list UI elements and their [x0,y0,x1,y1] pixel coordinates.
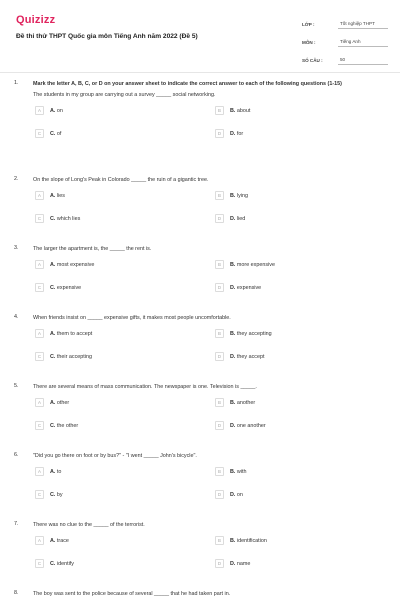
question-text: There was no clue to the _____ of the terrorist. [33,522,145,528]
option-d[interactable] [215,421,266,430]
option-letter-box: C [35,129,44,138]
option-label: C. [50,130,56,137]
option-label: D. [230,130,236,137]
answer-options [0,536,392,582]
option-label: A. [50,399,56,406]
option-text: for [236,130,244,137]
question-number: 1. [14,80,19,86]
question-number: 6. [14,452,19,458]
option-text: identification [236,537,267,544]
question-text: "Did you go there on foot or by bus?" - "I went _____ John's bicycle". [33,453,197,459]
option-text: another [236,399,256,406]
meta-value: Tốt nghiệp THPT [338,21,388,29]
option-c[interactable] [35,559,74,568]
question-number: 2. [14,176,19,182]
question-number: 3. [14,245,19,251]
option-letter-box: A [35,106,44,115]
answer-options [0,398,392,444]
question-text: The boy was sent to the police because of several _____ that he had taken part in. [33,591,231,597]
question-number: 5. [14,383,19,389]
option-label: A. [50,192,56,199]
option-letter-box: C [35,214,44,223]
meta-label: LỚP : [302,22,315,27]
question-4 [0,314,400,383]
option-text: with [236,468,247,475]
question-5 [0,383,400,452]
option-text: they accept [236,353,265,360]
answer-options [0,329,392,375]
option-b[interactable] [215,398,255,407]
option-letter-box: C [35,421,44,430]
option-label: A. [50,330,56,337]
question-3 [0,245,400,314]
question-text: When friends insist on _____ expensive gifts, it makes most people uncomfortable. [33,315,231,321]
option-label: C. [50,491,56,498]
option-letter-box: A [35,536,44,545]
meta-value: 50 [338,57,388,65]
option-a[interactable] [35,536,69,545]
option-letter-box: D [215,559,224,568]
option-d[interactable] [215,559,250,568]
meta-label: MÔN : [302,40,316,45]
option-c[interactable] [35,352,92,361]
meta-label: SỐ CÂU : [302,58,323,63]
option-text: of [56,130,62,137]
option-d[interactable] [215,283,261,292]
option-label: B. [230,468,236,475]
answer-options [0,467,392,513]
option-label: C. [50,560,56,567]
option-text: by [56,491,63,498]
option-text: most expensive [56,261,95,268]
meta-value: Tiếng Anh [338,39,388,47]
option-c[interactable] [35,283,81,292]
question-text: On the slope of Long's Peak in Colorado _____ the ruin of a gigantic tree. [33,177,209,183]
option-text: to [56,468,62,475]
option-letter-box: B [215,398,224,407]
option-text: lies [56,192,65,199]
option-text: the other [56,422,79,429]
option-text: identify [56,560,74,567]
option-text: which lies [56,215,81,222]
option-letter-box: B [215,106,224,115]
option-c[interactable] [35,129,61,138]
option-a[interactable] [35,191,65,200]
option-letter-box: D [215,214,224,223]
header-divider [0,72,400,73]
question-text: The students in my group are carrying out a survey _____ social networking. [33,92,216,98]
option-label: A. [50,107,56,114]
question-2 [0,176,400,245]
option-c[interactable] [35,214,80,223]
option-label: A. [50,468,56,475]
option-a[interactable] [35,106,63,115]
option-text: expensive [236,284,262,291]
option-label: C. [50,353,56,360]
option-label: D. [230,353,236,360]
question-7 [0,521,400,590]
option-label: D. [230,284,236,291]
option-label: B. [230,107,236,114]
question-1 [0,80,400,176]
option-a[interactable] [35,398,69,407]
option-a[interactable] [35,467,61,476]
option-label: A. [50,537,56,544]
option-letter-box: B [215,467,224,476]
question-list [0,80,400,600]
option-label: D. [230,491,236,498]
meta-row-class [302,14,388,29]
option-letter-box: D [215,129,224,138]
option-text: trace [56,537,69,544]
page-title: Đề thi thử THPT Quốc gia môn Tiếng Anh năm 2022 (Đề 5) [16,33,198,40]
option-b[interactable] [215,329,272,338]
option-label: C. [50,422,56,429]
option-letter-box: A [35,467,44,476]
question-text: The larger the apartment is, the _____ the rent is. [33,246,152,252]
option-letter-box: B [215,329,224,338]
option-label: B. [230,192,236,199]
option-letter-box: C [35,352,44,361]
option-c[interactable] [35,490,63,499]
option-text: on [56,107,63,114]
question-6 [0,452,400,521]
option-a[interactable] [35,260,94,269]
option-text: name [236,560,251,567]
option-text: other [56,399,70,406]
option-letter-box: D [215,490,224,499]
option-b[interactable] [215,191,248,200]
question-instruction: Mark the letter A, B, C, or D on your answer sheet to indicate the correct answer to each of the following questions (1-15) [33,81,342,87]
option-letter-box: A [35,191,44,200]
option-text: on [236,491,243,498]
option-text: more expensive [236,261,275,268]
option-letter-box: D [215,421,224,430]
option-text: lying [236,192,248,199]
option-text: lied [236,215,246,222]
option-a[interactable] [35,329,92,338]
option-label: D. [230,215,236,222]
option-text: their accepting [56,353,92,360]
option-label: B. [230,399,236,406]
option-d[interactable] [215,352,264,361]
option-text: they accepting [236,330,272,337]
question-number: 4. [14,314,19,320]
option-label: C. [50,215,56,222]
option-letter-box: B [215,260,224,269]
option-label: B. [230,261,236,268]
option-label: D. [230,422,236,429]
option-b[interactable] [215,467,247,476]
option-d[interactable] [215,490,243,499]
option-letter-box: B [215,191,224,200]
option-label: B. [230,330,236,337]
option-letter-box: D [215,352,224,361]
question-number: 8. [14,590,19,596]
question-text: There are several means of mass communication. The newspaper is one. Television is _____. [33,384,257,390]
option-label: C. [50,284,56,291]
option-c[interactable] [35,421,78,430]
option-letter-box: D [215,283,224,292]
question-number: 7. [14,521,19,527]
option-b[interactable] [215,260,275,269]
meta-row-count [302,50,388,65]
option-text: them to accept [56,330,93,337]
option-label: D. [230,560,236,567]
meta-row-subject [302,32,388,47]
option-d[interactable] [215,129,243,138]
option-text: expensive [56,284,82,291]
quizizz-logo: Quizizz [16,14,56,26]
answer-options [0,260,392,306]
answer-options [0,106,392,152]
option-letter-box: A [35,398,44,407]
option-letter-box: B [215,536,224,545]
option-b[interactable] [215,536,267,545]
option-letter-box: A [35,329,44,338]
option-letter-box: C [35,559,44,568]
option-text: about [236,107,251,114]
worksheet-meta [302,14,388,68]
option-text: one another [236,422,266,429]
option-d[interactable] [215,214,245,223]
question-8 [0,590,400,600]
option-letter-box: A [35,260,44,269]
option-letter-box: C [35,283,44,292]
option-b[interactable] [215,106,250,115]
option-label: B. [230,537,236,544]
answer-options [0,191,392,237]
option-letter-box: C [35,490,44,499]
option-label: A. [50,261,56,268]
